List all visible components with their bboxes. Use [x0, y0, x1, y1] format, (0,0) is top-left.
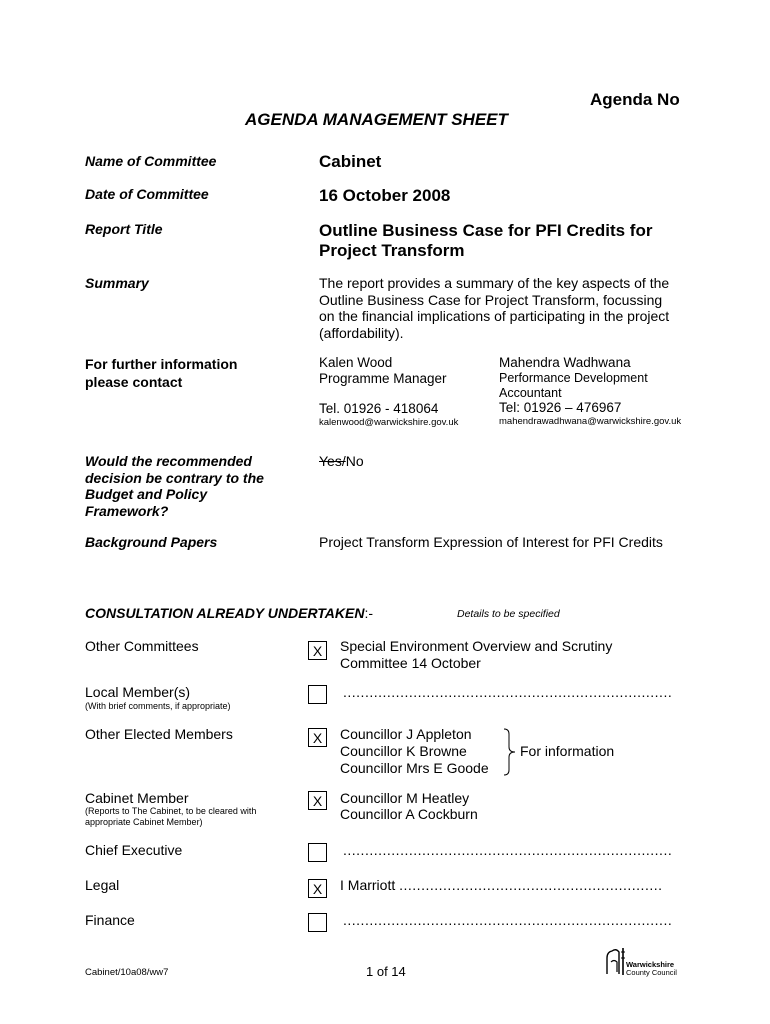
- local-members-label: Local Member(s): [85, 684, 191, 700]
- agenda-no-label: Agenda No: [590, 90, 680, 109]
- answer-no: No: [345, 453, 364, 469]
- other-elected-note: For information: [520, 743, 615, 759]
- answer-yes-struck: Yes/: [319, 453, 346, 469]
- summary-line: on the financial implications of participating in the project: [319, 308, 670, 324]
- report-title-line1: Outline Business Case for PFI Credits for: [319, 221, 653, 240]
- legal-name: [340, 877, 663, 893]
- date-value: 16 October 2008: [319, 186, 451, 205]
- footer-ref: Cabinet/10a08/ww7: [85, 967, 169, 978]
- page-title: AGENDA MANAGEMENT SHEET: [245, 110, 508, 129]
- cabinet-member-sub-line1: (Reports to The Cabinet, to be cleared with: [85, 806, 257, 816]
- council-logo: [603, 946, 683, 978]
- contact1-role: Programme Manager: [319, 371, 447, 386]
- cabinet-member-name: Councillor A Cockburn: [340, 806, 478, 822]
- page-number: 1 of 14: [366, 964, 406, 979]
- summary-line: The report provides a summary of the key aspects of the: [319, 275, 670, 291]
- recommendation-label-line: decision be contrary to the: [85, 470, 264, 486]
- cabinet-member-name: Councillor M Heatley: [340, 790, 470, 806]
- cabinet-member-label: Cabinet Member: [85, 790, 189, 806]
- legal-label: Legal: [85, 877, 120, 893]
- other-elected-name: Councillor Mrs E Goode: [340, 760, 489, 776]
- other-elected-name: Councillor K Browne: [340, 743, 467, 759]
- brace-icon: [502, 728, 518, 776]
- finance-checkbox[interactable]: [308, 913, 327, 932]
- committee-label: Name of Committee: [85, 153, 217, 169]
- local-members-sub: (With brief comments, if appropriate): [85, 701, 231, 711]
- contact2-role-line1: Performance Development: [499, 371, 648, 385]
- consultation-heading: [85, 605, 373, 621]
- chief-executive-label: Chief Executive: [85, 842, 183, 858]
- chief-executive-checkbox[interactable]: [308, 843, 327, 862]
- committee-value: Cabinet: [319, 152, 382, 171]
- other-committees-line1: Special Environment Overview and Scrutiny: [340, 638, 613, 654]
- contact2-tel: Tel: 01926 – 476967: [499, 400, 622, 415]
- contact1-tel: Tel. 01926 - 418064: [319, 401, 439, 416]
- recommendation-answer: [319, 453, 364, 469]
- recommendation-label-line: Would the recommended: [85, 453, 252, 469]
- local-members-checkbox[interactable]: [308, 685, 327, 704]
- contact2-role-line2: Accountant: [499, 386, 562, 400]
- chief-executive-dots: ...........................................................................: [343, 842, 673, 858]
- summary-line: Outline Business Case for Project Transform, focussing: [319, 292, 663, 308]
- logo-line1: Warwickshire: [626, 960, 675, 969]
- other-committees-checkbox[interactable]: X: [308, 641, 327, 660]
- legal-name-text: I Marriott: [340, 877, 396, 893]
- other-committees-line2: Committee 14 October: [340, 655, 481, 671]
- contact1-name: Kalen Wood: [319, 355, 393, 370]
- other-elected-label: Other Elected Members: [85, 726, 233, 742]
- consultation-heading-suffix: :-: [364, 605, 374, 621]
- other-elected-name: Councillor J Appleton: [340, 726, 472, 742]
- contact2-email[interactable]: mahendrawadhwana@warwickshire.gov.uk: [499, 416, 682, 427]
- date-label: Date of Committee: [85, 186, 209, 202]
- finance-label: Finance: [85, 912, 135, 928]
- cabinet-member-sub-line2: appropriate Cabinet Member): [85, 817, 203, 827]
- recommendation-label-line: Framework?: [85, 503, 169, 519]
- bear-and-staff-icon: [603, 946, 627, 976]
- contact2-name: Mahendra Wadhwana: [499, 355, 631, 370]
- summary-label: Summary: [85, 275, 149, 291]
- other-elected-checkbox[interactable]: X: [308, 728, 327, 747]
- summary-line: (affordability).: [319, 325, 404, 341]
- report-title-line2: Project Transform: [319, 241, 465, 260]
- finance-dots: ...........................................................................: [343, 912, 673, 928]
- legal-checkbox[interactable]: X: [308, 879, 327, 898]
- cabinet-member-checkbox[interactable]: X: [308, 791, 327, 810]
- contact-label-line2: please contact: [85, 374, 183, 390]
- consultation-heading-text: CONSULTATION ALREADY UNDERTAKEN: [85, 605, 365, 621]
- report-title-label: Report Title: [85, 221, 163, 237]
- recommendation-label-line: Budget and Policy: [85, 486, 208, 502]
- legal-dots: ............................................................: [399, 877, 663, 893]
- details-note: Details to be specified: [457, 608, 560, 620]
- contact-label-line1: For further information: [85, 356, 238, 372]
- background-papers-value: Project Transform Expression of Interest for PFI Credits: [319, 534, 663, 550]
- other-committees-label: Other Committees: [85, 638, 199, 654]
- background-papers-label: Background Papers: [85, 534, 218, 550]
- local-members-dots: ...........................................................................: [343, 684, 673, 700]
- logo-line2: County Council: [626, 968, 677, 977]
- contact1-email[interactable]: kalenwood@warwickshire.gov.uk: [319, 417, 459, 428]
